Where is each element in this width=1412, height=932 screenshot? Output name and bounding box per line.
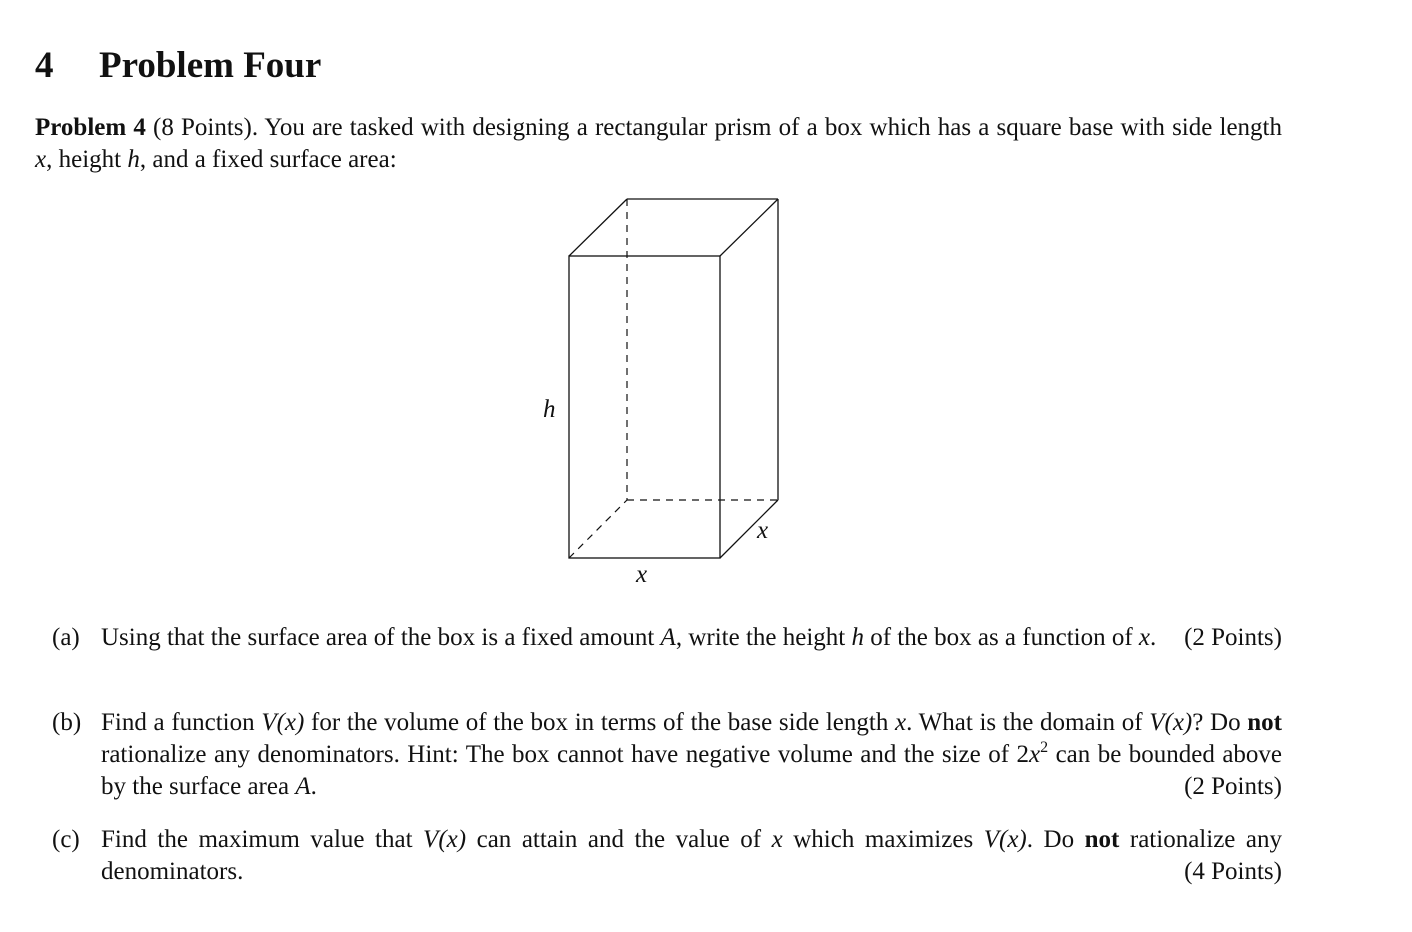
part-text: rationalize any denominators. Hint: The box cannot have negative volume and the size of 2 xyxy=(101,741,1029,768)
math-h: h xyxy=(127,146,140,173)
math-A: A xyxy=(295,773,311,800)
part-text: can attain and the value of xyxy=(476,826,762,853)
intro-text: , height xyxy=(46,146,122,173)
label-x-bottom: x xyxy=(636,561,648,588)
part-text: rationalize any denominators. xyxy=(101,826,1283,885)
part-label: (a) xyxy=(52,624,80,651)
part-text: . What is the domain of xyxy=(906,709,1143,736)
problem-points: (8 Points). xyxy=(153,114,259,141)
intro-text: You are tasked with designing a rectangular prism of a box which has a square base with side length xyxy=(264,114,1282,141)
label-h: h xyxy=(543,396,556,423)
top-left-edge xyxy=(569,199,627,256)
math-h: h xyxy=(851,624,864,651)
part-text: can be bounded above by the surface area xyxy=(101,741,1283,800)
part-text: of the box as a function of xyxy=(870,624,1133,651)
math-x: x xyxy=(771,826,783,853)
part-text: for the volume of the box in terms of the base side length xyxy=(311,709,889,736)
box-figure xyxy=(530,190,800,590)
front-face xyxy=(569,256,720,558)
part-points: (2 Points) xyxy=(1184,773,1282,800)
bold-not: not xyxy=(1247,709,1283,736)
section-title-text: Problem Four xyxy=(99,45,322,86)
math-x: x xyxy=(35,146,47,173)
part-text: Find a function xyxy=(101,709,255,736)
part-label: (b) xyxy=(52,709,82,736)
math-Vx: V(x) xyxy=(423,826,467,853)
problem-label: Problem 4 xyxy=(35,114,146,141)
math-x: x xyxy=(1138,624,1151,651)
math-exponent: 2 xyxy=(1040,739,1049,756)
part-c xyxy=(52,824,1282,888)
part-text: , write the height xyxy=(675,624,846,651)
part-points: (2 Points) xyxy=(1184,624,1282,651)
bottom-right-edge xyxy=(720,500,778,558)
section-title xyxy=(35,42,321,90)
part-label: (c) xyxy=(52,826,80,853)
part-text: which maximizes xyxy=(793,826,974,853)
label-x-right: x xyxy=(757,517,769,544)
part-text: Find the maximum value that xyxy=(101,826,413,853)
math-x: x xyxy=(895,709,907,736)
math-A: A xyxy=(660,624,676,651)
intro-text: , and a fixed surface area: xyxy=(139,146,397,173)
part-text: Using that the surface area of the box is a fixed amount xyxy=(101,624,655,651)
section-number: 4 xyxy=(35,45,54,86)
problem-intro xyxy=(35,112,1282,176)
part-text: ? Do xyxy=(1192,709,1241,736)
part-text: . Do xyxy=(1026,826,1075,853)
part-b xyxy=(52,707,1282,803)
part-points: (4 Points) xyxy=(1184,858,1282,885)
top-right-edge xyxy=(720,199,778,256)
math-Vx: V(x) xyxy=(261,709,305,736)
math-Vx: V(x) xyxy=(983,826,1027,853)
part-text: . xyxy=(310,773,317,800)
hidden-bottom-left-edge xyxy=(569,500,627,558)
math-x: x xyxy=(1028,741,1041,768)
math-Vx: V(x) xyxy=(1149,709,1193,736)
part-text: . xyxy=(1150,624,1157,651)
part-a xyxy=(52,622,1282,654)
bold-not: not xyxy=(1084,826,1120,853)
